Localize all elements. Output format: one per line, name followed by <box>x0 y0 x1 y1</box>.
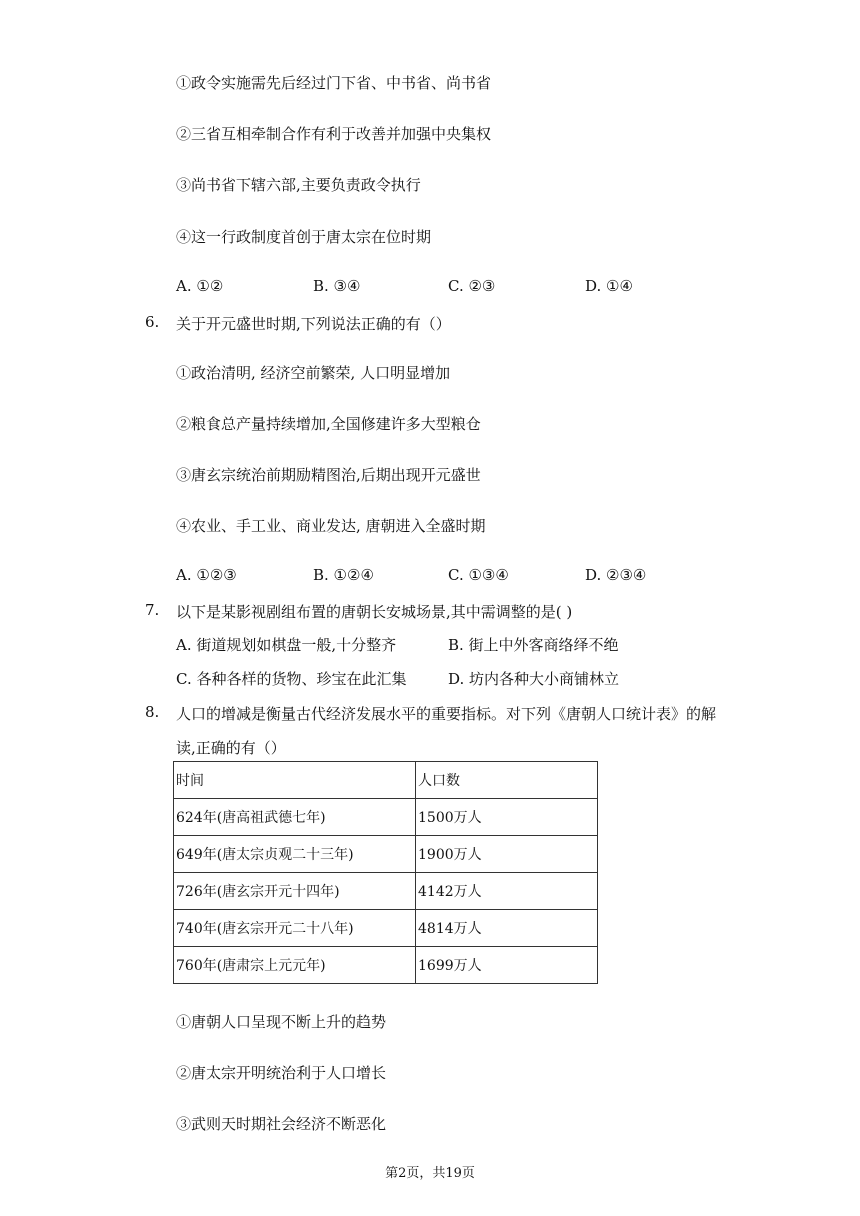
table-cell-time: 649年(唐太宗贞观二十三年) <box>174 836 416 873</box>
table-cell-population: 4142万人 <box>416 873 598 910</box>
table-row <box>174 799 598 836</box>
q5-statement-4: ④这一行政制度首创于唐太宗在位时期 <box>176 228 432 246</box>
q6-statement-4: ④农业、手工业、商业发达, 唐朝进入全盛时期 <box>176 517 486 535</box>
q8-text-line2: 读,正确的有（） <box>176 739 286 757</box>
q6-option-c: C. ①③④ <box>448 566 509 584</box>
q7-option-d: D. 坊内各种大小商铺林立 <box>448 670 620 688</box>
table-cell-time: 760年(唐肃宗上元元年) <box>174 947 416 984</box>
table-cell-time: 740年(唐玄宗开元二十八年) <box>174 910 416 947</box>
table-cell-population: 1699万人 <box>416 947 598 984</box>
page-footer: 第2页，共19页 <box>385 1166 475 1181</box>
q8-number: 8. <box>145 703 160 721</box>
q6-option-d: D. ②③④ <box>585 566 647 584</box>
table-row <box>174 910 598 947</box>
q8-statement-3: ③武则天时期社会经济不断恶化 <box>176 1115 387 1133</box>
table-row <box>174 873 598 910</box>
table-cell-population: 1500万人 <box>416 799 598 836</box>
q6-option-a: A. ①②③ <box>176 566 237 584</box>
q6-statement-3: ③唐玄宗统治前期励精图治,后期出现开元盛世 <box>176 466 481 484</box>
q6-statement-2: ②粮食总产量持续增加,全国修建许多大型粮仓 <box>176 415 481 433</box>
population-table <box>173 761 598 984</box>
table-cell-time: 726年(唐玄宗开元十四年) <box>174 873 416 910</box>
q7-number: 7. <box>145 601 160 619</box>
table-row <box>174 947 598 984</box>
table-cell-time: 624年(唐高祖武德七年) <box>174 799 416 836</box>
table-header-time: 时间 <box>174 762 416 799</box>
table-header-population: 人口数 <box>416 762 598 799</box>
q6-option-b: B. ①②④ <box>313 566 374 584</box>
q5-option-a: A. ①② <box>176 277 224 295</box>
q5-option-b: B. ③④ <box>313 277 361 295</box>
q5-option-d: D. ①④ <box>585 277 633 295</box>
q7-option-c: C. 各种各样的货物、珍宝在此汇集 <box>176 670 407 688</box>
table-row <box>174 836 598 873</box>
q5-statement-2: ②三省互相牵制合作有利于改善并加强中央集权 <box>176 125 492 143</box>
q6-statement-1: ①政治清明, 经济空前繁荣, 人口明显增加 <box>176 364 451 382</box>
q5-statement-3: ③尚书省下辖六部,主要负责政令执行 <box>176 176 421 194</box>
table-header-row <box>174 762 598 799</box>
q7-option-a: A. 街道规划如棋盘一般,十分整齐 <box>176 636 397 654</box>
q7-option-b: B. 街上中外客商络绎不绝 <box>448 636 619 654</box>
q5-statement-1: ①政令实施需先后经过门下省、中书省、尚书省 <box>176 74 492 92</box>
q6-text: 关于开元盛世时期,下列说法正确的有（） <box>176 315 451 333</box>
table-cell-population: 4814万人 <box>416 910 598 947</box>
q7-text: 以下是某影视剧组布置的唐朝长安城场景,其中需调整的是( ) <box>176 603 573 621</box>
q5-option-c: C. ②③ <box>448 277 496 295</box>
q6-number: 6. <box>145 313 160 331</box>
q8-statement-2: ②唐太宗开明统治利于人口增长 <box>176 1064 387 1082</box>
table-cell-population: 1900万人 <box>416 836 598 873</box>
q8-text-line1: 人口的增减是衡量古代经济发展水平的重要指标。对下列《唐朝人口统计表》的解 <box>176 705 717 723</box>
q8-statement-1: ①唐朝人口呈现不断上升的趋势 <box>176 1013 387 1031</box>
